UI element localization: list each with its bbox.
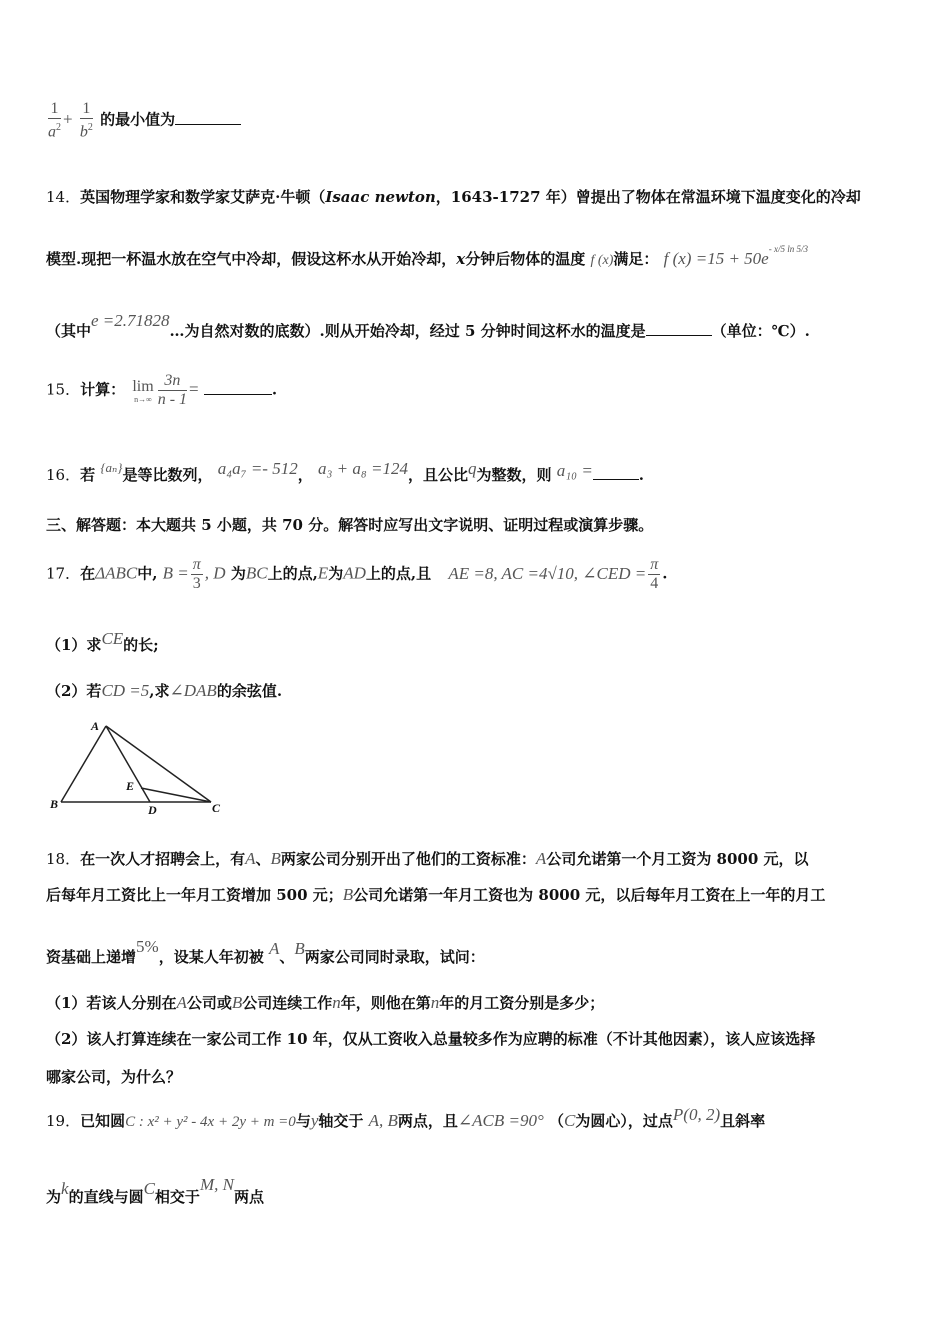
limit-expression: lim n→∞	[132, 377, 154, 404]
answer-blank[interactable]	[175, 110, 241, 125]
fraction-1-over-a2: $\frac{1}{a^2}$	[48, 100, 61, 141]
fraction-1-over-b2: $\frac{1}{b^2}$	[79, 100, 93, 141]
segment-AB	[61, 726, 106, 802]
cooling-formula: f (x) =15 + 50e	[663, 249, 769, 268]
answer-blank[interactable]	[204, 380, 272, 395]
q17-stem: 17．在ΔABC中, B = $\frac{\pi}{3}$ , D 为BC上的点,E为AD上的点,且 AE =8, AC =4√10, ∠CED = $\frac{\pi}{4}$ .	[46, 556, 668, 592]
fraction-pi-3: $\frac{\pi}{3}$	[192, 556, 201, 592]
q15: 15．计算： lim n→∞ $\frac{3n}{n - 1}$ = .	[46, 372, 278, 408]
q18-part-2-line-1: （2）该人打算连续在一家公司工作 10 年，仅从工资收入总量较多作为应聘的标准（不计其他因素），该人应该选择	[46, 1030, 816, 1048]
q17-part-1: （1）求CE的长;	[46, 629, 159, 654]
q18-line-3: 资基础上递增5%，设某人年初被 A、B两家公司同时录取，试问：	[46, 937, 485, 966]
answer-blank[interactable]	[593, 465, 639, 480]
q17-part-2: （2）若CD =5,求∠DAB的余弦值.	[46, 681, 283, 700]
section-3-heading: 三、解答题：本大题共 5 小题，共 70 分。解答时应写出文字说明、证明过程或演算步骤。	[46, 516, 654, 534]
limit-fraction: $\frac{3n}{n - 1}$	[157, 372, 188, 408]
q18-part-2-line-2: 哪家公司，为什么？	[46, 1068, 182, 1086]
q18-line-1: 18．在一次人才招聘会上，有A、B两家公司分别开出了他们的工资标准：A公司允诺第一个月工资为 8000 元，以	[46, 849, 809, 868]
label-D: D	[148, 803, 157, 817]
q14-line-3: （其中e =2.71828…为自然对数的底数）.则从开始冷却，经过 5 分钟时间这杯水的温度是 （单位：℃）.	[46, 311, 810, 340]
label-E: E	[126, 779, 135, 793]
q18-part-1: （1）若该人分别在A公司或B公司连续工作n年，则他在第n年的月工资分别是多少；	[46, 993, 605, 1012]
label-A: A	[91, 719, 100, 733]
fraction-pi-4: $\frac{\pi}{4}$	[650, 556, 659, 592]
label-B: B	[50, 797, 59, 811]
segment-AC	[106, 726, 211, 802]
q18-line-2: 后每年月工资比上一年月工资增加 500 元；B公司允诺第一年月工资也为 8000 元，以后每年月工资在上一年的月工	[46, 885, 826, 904]
q19-line-2: 为k的直线与圆C相交于M, N两点	[46, 1175, 264, 1206]
q16: 16．若 {aₙ}是等比数列， a₄a₇ =- 512， a₃ + a₈ =124，且公比q为整数，则 a₁₀ = .	[46, 459, 645, 484]
q14-line-2: 模型.现把一杯温水放在空气中冷却，假设这杯水从开始冷却，x分钟后物体的温度 f (x)满足： f $(x) =15 + 50e^{- x/5 ln 5/3}$	[46, 244, 808, 268]
q19-line-1: 19．已知圆C : x² + y² - 4x + 2y + m =0与y轴交于 A, B两点，且∠ACB =90° （C为圆心），过点P(0, 2)且斜率	[46, 1105, 766, 1130]
triangle-figure	[46, 716, 236, 820]
label-C: C	[212, 801, 221, 815]
answer-blank[interactable]	[646, 321, 712, 336]
q13-tail: $\frac{1}{a^2}$ + $\frac{1}{b^2}$ 的最小值为	[46, 100, 241, 141]
q14-line-1: 14．英国物理学家和数学家艾萨克·牛顿（Isaac newton，1643-1727 年）曾提出了物体在常温环境下温度变化的冷却	[46, 188, 861, 206]
